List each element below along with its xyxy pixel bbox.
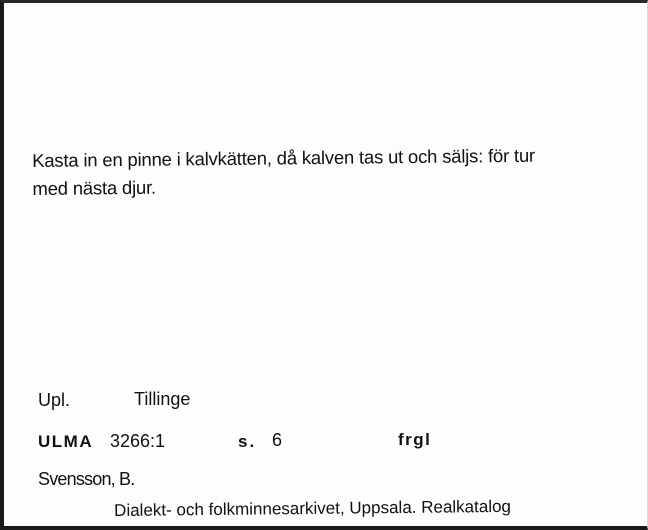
card-text-line-1: Kasta in en pinne i kalvkätten, då kalven tas ut och säljs: för tur bbox=[32, 144, 536, 171]
informant-name: Svensson, B. bbox=[38, 469, 135, 489]
region-label: Upl. bbox=[38, 390, 71, 410]
record-number: 3266:1 bbox=[110, 431, 166, 451]
page-number: 6 bbox=[272, 430, 283, 450]
archive-footer: Dialekt- och folkminnesarkivet, Uppsala. Realkatalog bbox=[114, 496, 512, 520]
place-name: Tillinge bbox=[134, 389, 191, 409]
category-code: frgl bbox=[398, 430, 432, 449]
archive-code: ULMA bbox=[38, 432, 94, 451]
page-label: s. bbox=[238, 432, 257, 451]
card-main-text bbox=[32, 141, 623, 203]
card-text-line-2: med nästa djur. bbox=[32, 176, 157, 199]
